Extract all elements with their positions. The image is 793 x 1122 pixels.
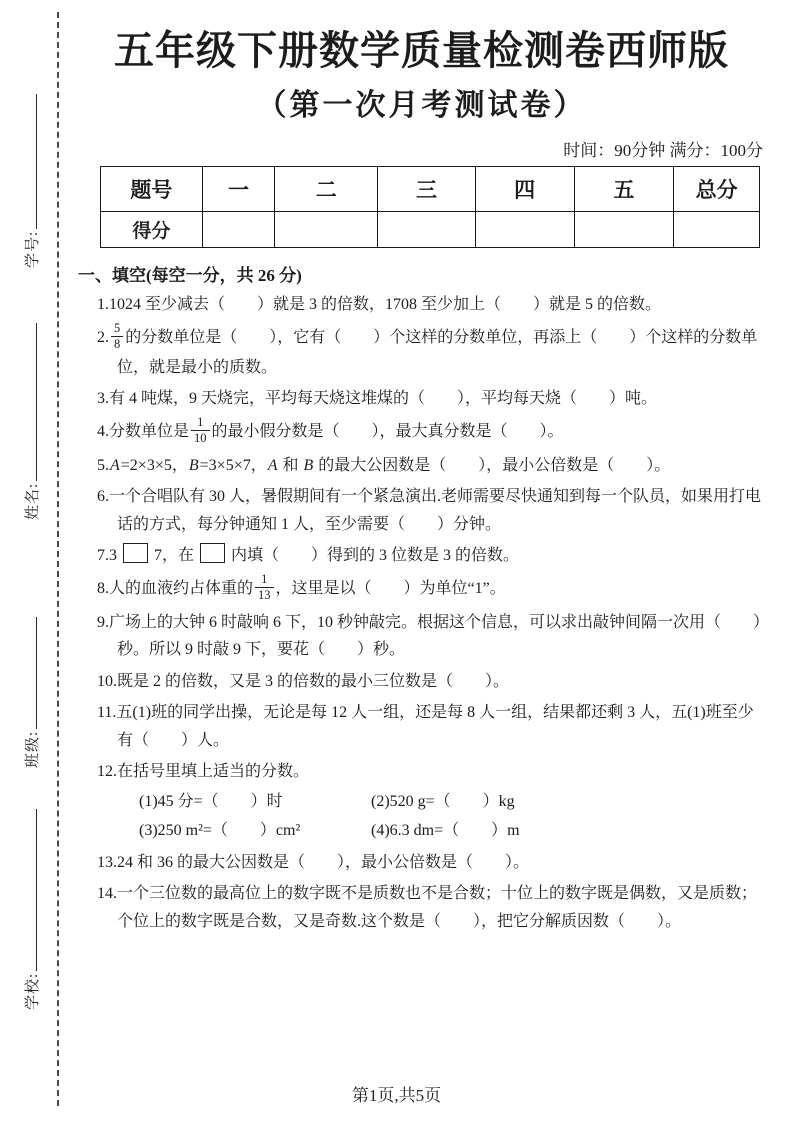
sub-item: (4)6.3 dm=（ ）m: [371, 822, 520, 840]
student-id-label: 学号:: [24, 230, 41, 268]
score-cell-empty: [475, 212, 574, 248]
math-variable: B: [303, 456, 314, 474]
questions: [78, 291, 765, 935]
score-table-corner-label: 题号: [101, 167, 203, 212]
student-id-field: [20, 94, 42, 268]
sub-items-row: [139, 788, 765, 816]
score-table-column-header: 五: [574, 167, 674, 212]
math-variable: B: [188, 456, 199, 474]
score-cell-empty: [378, 212, 476, 248]
sub-items-row: [139, 817, 765, 845]
fraction-denominator: 10: [194, 430, 207, 445]
fraction-numerator: 1: [255, 572, 274, 588]
fraction: [255, 572, 274, 603]
student-name-field: [20, 323, 42, 520]
score-cell-empty: [674, 212, 760, 248]
sub-item: (1)45 分=（ ）时: [139, 792, 283, 810]
question: 9.广场上的大钟 6 时敲响 6 下，10 秒钟敲完。根据这个信息，可以求出敲钟间隔一次用（ ）秒。所以 9 时敲 9 下，要花（ ）秒。: [97, 613, 762, 659]
class-label: 班级:: [24, 730, 41, 768]
score-cell-empty: [574, 212, 674, 248]
question: 10.既是 2 的倍数，又是 3 的倍数的最小三位数是（ ）。: [97, 672, 510, 690]
fraction-denominator: 8: [114, 336, 121, 351]
question: 2. $\frac{5}{8}$ 的分数单位是（ ），它有（ ）个这样的分数单位，再添上（ ）个这样的分数单位，就是最小的质数。: [97, 320, 758, 376]
question: 6.一个合唱队有 30 人，暑假期间有一个紧急演出.老师需要尽快通知到每一个队员，如果用打电话的方式，每分钟通知 1 人，至少需要（ ）分钟。: [97, 488, 762, 533]
score-cell-empty: [275, 212, 378, 248]
question: 1.1024 至少减去（ ）就是 3 的倍数，1708 至少加上（ ）就是 5 的倍数。: [97, 296, 662, 313]
fill-in-box: [123, 543, 148, 563]
sub-item: (3)250 m²=（ ）cm²: [139, 822, 301, 840]
score-table-column-header: 三: [378, 167, 476, 212]
math-variable: A: [110, 456, 120, 474]
fraction: [191, 415, 210, 446]
page-title: 五年级下册数学质量检测卷西师版: [114, 28, 729, 73]
time-and-score-info: 时间：90分钟 满分：100分: [563, 141, 763, 160]
question: 8.人的血液约占体重的 $\frac{1}{13}$ ，这里是以（ ）为单位“1”。: [97, 571, 506, 602]
student-name-label: 姓名:: [24, 482, 41, 520]
page-number: 第1页,共5页: [351, 1086, 442, 1105]
school-field: [20, 809, 42, 1010]
school-label: 学校:: [24, 972, 41, 1010]
content-area: [78, 26, 765, 935]
student-id-line: [20, 94, 37, 229]
score-table: [100, 166, 760, 248]
question: 5.A=2×3×5，B=3×5×7，A 和 B 的最大公因数是（ ），最小公倍数是（ ）。: [97, 456, 671, 474]
fraction-numerator: 5: [111, 321, 123, 337]
score-table-column-header: 一: [202, 167, 275, 212]
math-variable: A: [267, 456, 278, 474]
question: 14.一个三位数的最高位上的数字既不是质数也不是合数；十位上的数字既是偶数，又是质数；个位上的数字既是合数，又是奇数.这个数是（ ），把它分解质因数（ ）。: [97, 885, 758, 930]
class-line: [20, 617, 37, 729]
sub-item: (2)520 g=（ ）kg: [371, 792, 515, 810]
question: 4.分数单位是 $\frac{1}{10}$ 的最小假分数是（ ），最大真分数是（ ）。: [97, 414, 564, 445]
section-heading: 一、填空(每空一分，共 26 分): [78, 266, 302, 285]
student-name-line: [20, 323, 37, 481]
page-subtitle: （第一次月考测试卷）: [256, 89, 587, 122]
score-table-column-header: 二: [275, 167, 378, 212]
question: 12.在括号里填上适当的分数。 (1)45 分=（ ）时 (2)520 g=（ ）kg (3)250 m²=（ ）cm² (4)6.3 dm=（ ）m: [97, 758, 765, 845]
fraction-denominator: 13: [258, 587, 271, 602]
fraction: [111, 321, 123, 352]
score-row-label: 得分: [101, 212, 203, 248]
fraction-numerator: 1: [191, 415, 210, 431]
score-cell-empty: [202, 212, 275, 248]
class-field: [20, 617, 42, 768]
score-table-column-header: 四: [475, 167, 574, 212]
question: 3.有 4 吨煤，9 天烧完，平均每天烧这堆煤的（ ），平均每天烧（ ）吨。: [97, 390, 658, 408]
question: 11.五(1)班的同学出操，无论是每 12 人一组，还是每 8 人一组，结果都还剩 3 人，五(1)班至少有（ ）人。: [97, 704, 754, 749]
question: 13.24 和 36 的最大公因数是（ ），最小公倍数是（ ）。: [97, 853, 530, 871]
school-line: [20, 809, 37, 971]
question: 7.3 7，在 内填（ ）得到的 3 位数是 3 的倍数。: [97, 542, 765, 570]
score-table-column-header: 总分: [674, 167, 760, 212]
fill-in-box: [200, 543, 225, 563]
seal-dashed-line: [57, 12, 59, 1106]
